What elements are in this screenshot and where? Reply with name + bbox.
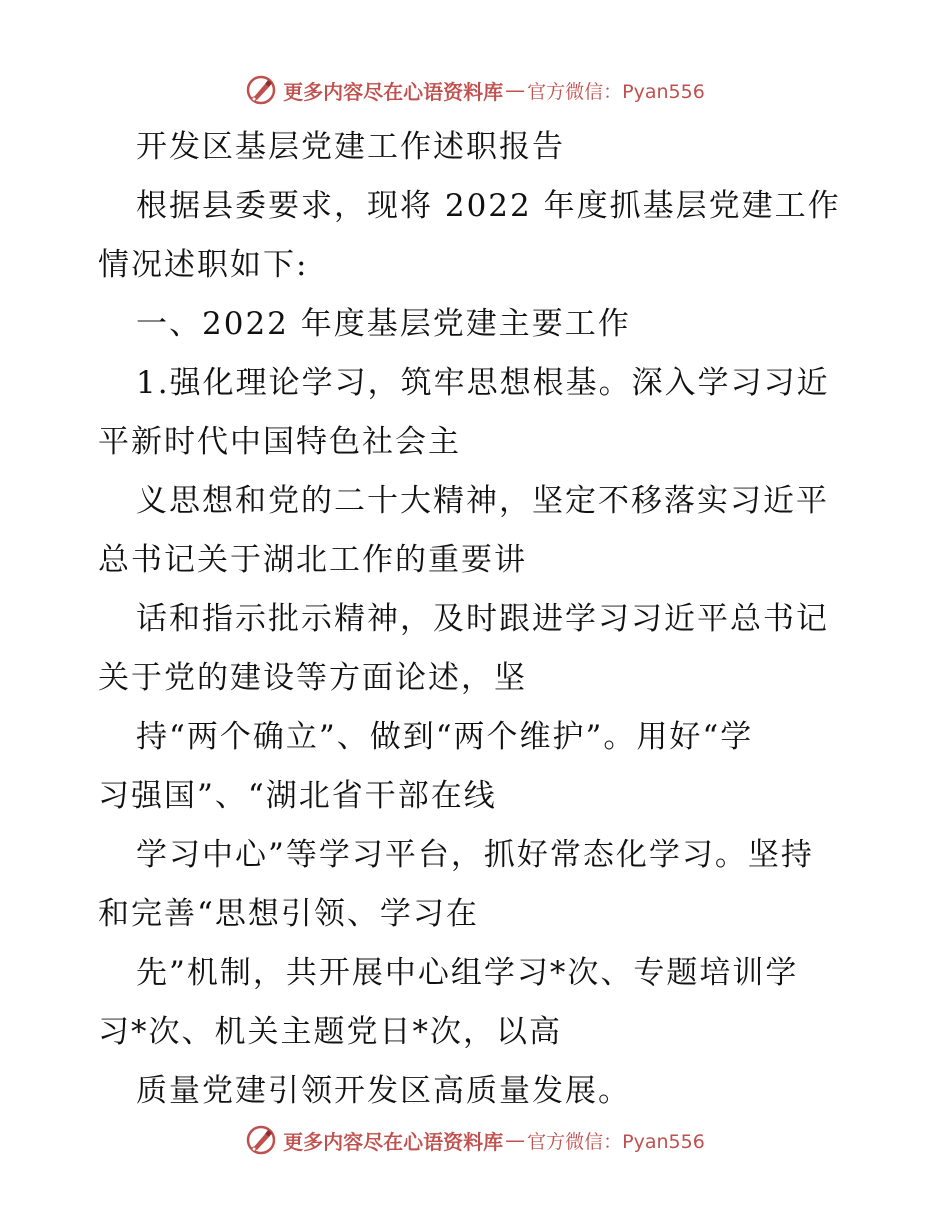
- text-line: 情况述职如下:: [98, 247, 309, 283]
- text-line: 平新时代中国特色社会主: [98, 424, 461, 460]
- document-title: 开发区基层党建工作述职报告: [136, 129, 565, 165]
- text-line: 质量党建引领开发区高质量发展。: [136, 1073, 631, 1109]
- watermark-separator: —: [505, 1128, 526, 1152]
- pen-logo-icon: [245, 74, 277, 106]
- text-line: 话和指示批示精神，及时跟进学习习近平总书记: [136, 601, 829, 637]
- watermark-separator: —: [505, 78, 526, 102]
- watermark-contact: 官方微信：Pyan556: [527, 1130, 705, 1153]
- footer-watermark: [0, 1120, 950, 1160]
- text-line: 总书记关于湖北工作的重要讲: [98, 542, 527, 578]
- document-body: [98, 118, 858, 1121]
- text-line: 关于党的建设等方面论述，坚: [98, 660, 527, 696]
- text-line: 根据县委要求，现将 2022 年度抓基层党建工作: [136, 188, 841, 224]
- text-line: 习*次、机关主题党日*次，以高: [98, 1014, 562, 1050]
- pen-logo-icon: [245, 1124, 277, 1156]
- watermark-contact: 官方微信：Pyan556: [527, 80, 705, 103]
- text-line: 先”机制，共开展中心组学习*次、专题培训学: [136, 955, 799, 991]
- text-line: 学习中心”等学习平台，抓好常态化学习。坚持: [136, 837, 814, 873]
- text-line: 1.强化理论学习，筑牢思想根基。深入学习习近: [136, 365, 830, 401]
- text-line: 习强国”、“湖北省干部在线: [98, 778, 497, 814]
- text-line: 一、2022 年度基层党建主要工作: [136, 306, 631, 342]
- text-line: 和完善“思想引领、学习在: [98, 896, 479, 932]
- text-line: 持“两个确立”、做到“两个维护”。用好“学: [136, 719, 754, 755]
- text-line: 义思想和党的二十大精神，坚定不移落实习近平: [136, 483, 829, 519]
- watermark-text: 更多内容尽在心语资料库: [283, 1129, 504, 1154]
- watermark-text: 更多内容尽在心语资料库: [283, 79, 504, 104]
- header-watermark: [0, 70, 950, 110]
